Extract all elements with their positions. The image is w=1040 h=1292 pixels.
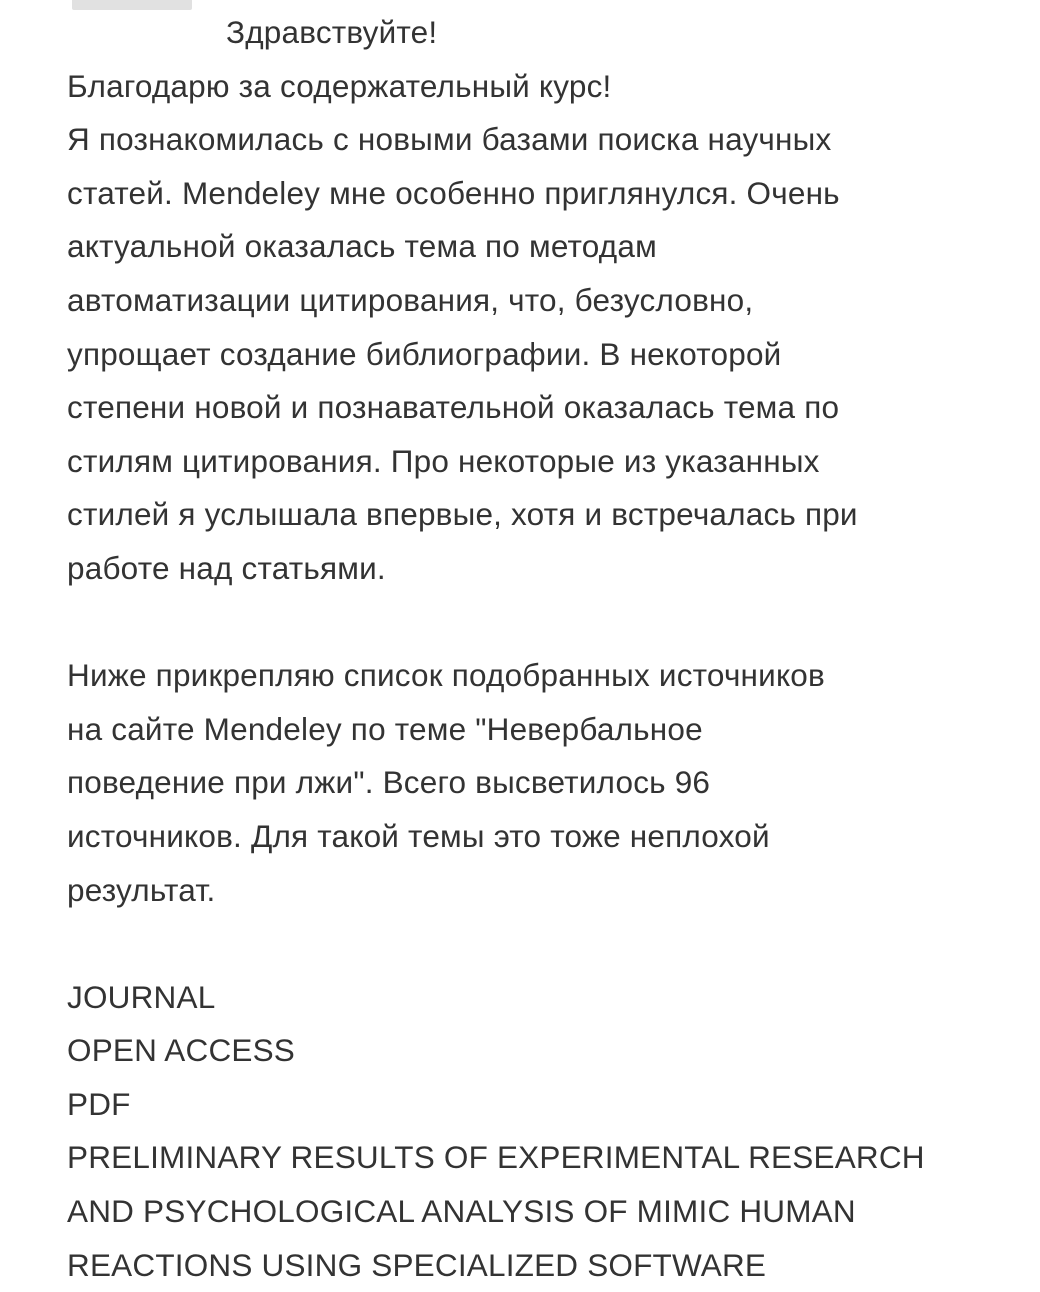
source-access: OPEN ACCESS (67, 1032, 296, 1069)
paragraph-line: работе над статьями. (67, 549, 386, 586)
source-format: PDF (67, 1085, 131, 1122)
source-title-line: PRELIMINARY RESULTS OF EXPERIMENTAL RESEARCH (67, 1139, 925, 1176)
source-type: JOURNAL (67, 978, 216, 1015)
paragraph-line: степени новой и познавательной оказалась тема по (67, 389, 840, 426)
paragraph-line: результат. (67, 871, 216, 908)
paragraph-spacer (67, 917, 1007, 971)
paragraph-line: статей. Mendeley мне особенно приглянулся. Очень (67, 174, 840, 211)
greeting-text: Здравствуйте! (226, 14, 438, 50)
paragraph-line: стилей я услышала впервые, хотя и встречалась при (67, 496, 858, 533)
paragraph-line: источников. Для такой темы это тоже неплохой (67, 817, 770, 854)
paragraph-spacer (67, 596, 1007, 650)
paragraph-line: Я познакомилась с новыми базами поиска научных (67, 121, 832, 158)
paragraph-line: стилям цитирования. Про некоторые из указанных (67, 442, 820, 479)
source-entry (67, 971, 1007, 1292)
source-title-line: REACTIONS USING SPECIALIZED SOFTWARE (67, 1246, 767, 1283)
paragraph-line: на сайте Mendeley по теме "Невербальное (67, 710, 703, 747)
paragraph-line: автоматизации цитирования, что, безусловно, (67, 281, 754, 318)
paragraph-line: поведение при лжи". Всего высветилось 96 (67, 764, 711, 801)
paragraph-sources-intro (67, 649, 1007, 917)
paragraph-line: Ниже прикрепляю список подобранных источников (67, 657, 825, 694)
paragraph-line: Благодарю за содержательный курс! (67, 67, 612, 104)
paragraph-feedback (67, 60, 1007, 596)
paragraph-line: актуальной оказалась тема по методам (67, 228, 657, 265)
paragraph-line: упрощает создание библиографии. В некоторой (67, 335, 782, 372)
source-title-line: AND PSYCHOLOGICAL ANALYSIS OF MIMIC HUMAN (67, 1193, 856, 1230)
message-body (67, 6, 1007, 1292)
